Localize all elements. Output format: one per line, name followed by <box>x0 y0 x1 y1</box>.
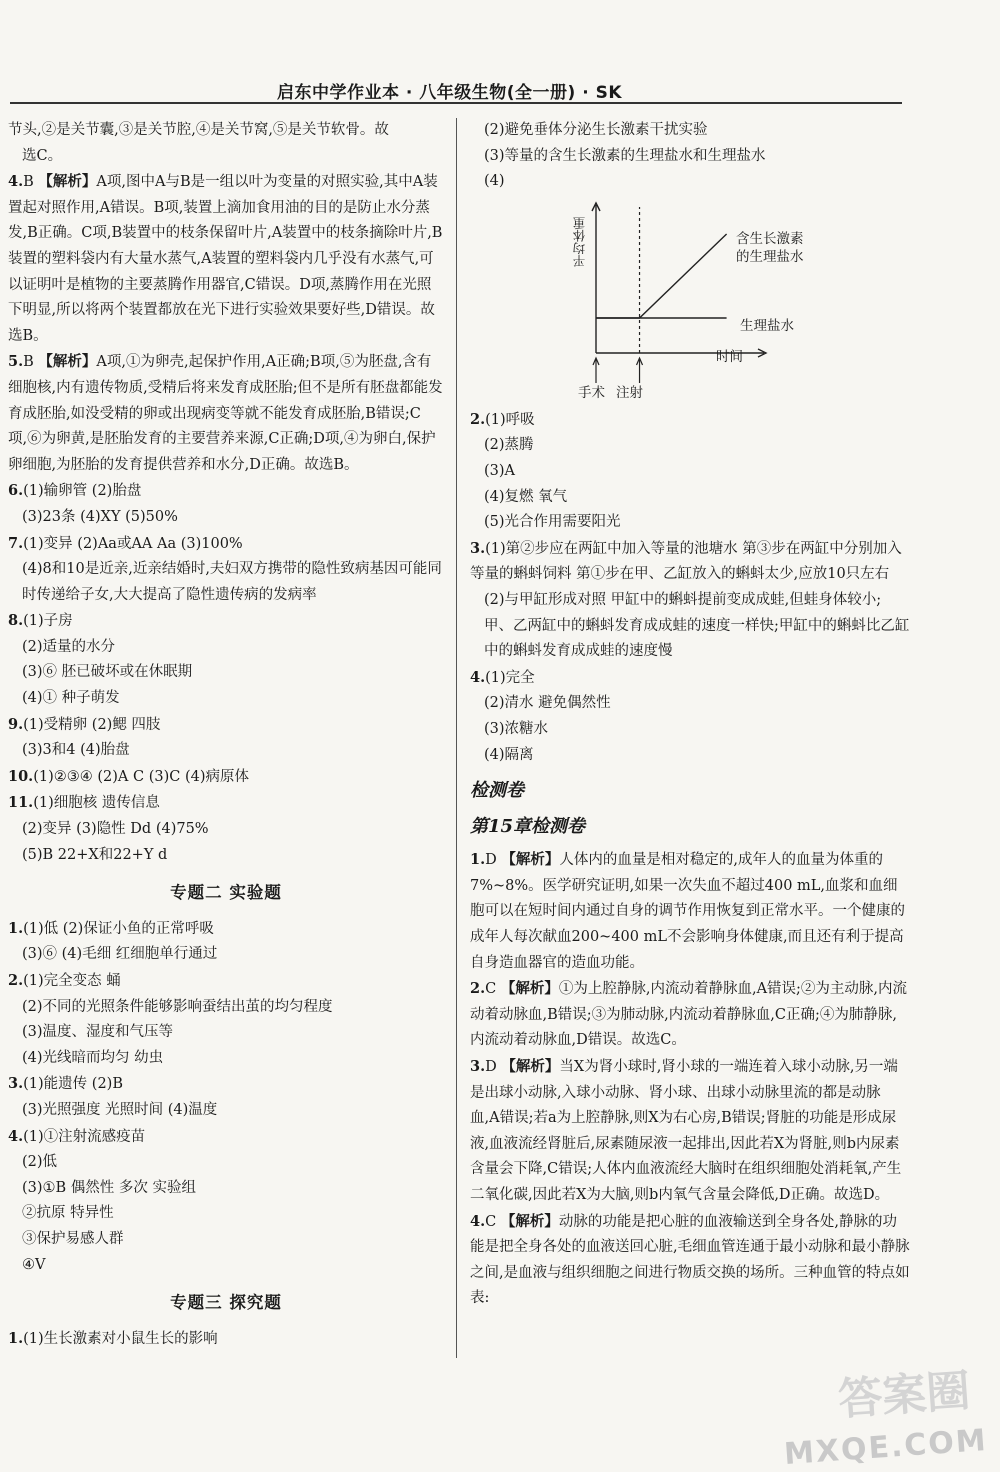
question-number: 10. <box>8 767 34 785</box>
answer-text: (1)受精卵 (2)鳃 四肢 <box>23 716 161 733</box>
page-header <box>10 78 902 104</box>
series-label-line: 含生长激素 <box>736 230 804 247</box>
answer-text: (1)子房 <box>23 613 73 630</box>
answer-q4 <box>8 169 444 349</box>
question-number: 3. <box>8 1075 24 1093</box>
answer-text: (1)变异 (2)Aa或AA Aa (3)100% <box>23 535 243 552</box>
answer-q4r <box>470 665 910 692</box>
answer-q3 <box>470 536 910 588</box>
annotation-injection: 注射 <box>616 384 643 401</box>
analysis-tag: 【解析】 <box>500 980 559 998</box>
answer-q5 <box>8 349 444 478</box>
answer-q11 <box>8 790 444 817</box>
answer-line: (3)23条 (4)XY (5)50% <box>22 508 178 525</box>
question-number: 4. <box>470 668 486 686</box>
answer-line: (2)不同的光照条件能够影响蚕结出茧的均匀程度 <box>22 998 333 1015</box>
answer-text: (1)细胞核 遗传信息 <box>33 795 160 812</box>
answer-text: (1)生长激素对小鼠生长的影响 <box>23 1330 218 1347</box>
answer-line: (2)低 <box>22 1154 58 1171</box>
answer-text: (1)输卵管 (2)胎盘 <box>23 483 142 500</box>
analysis-text: 动脉的功能是把心脏的血液输送到全身各处,静脉的功能是把全身各处的血液送回心脏,毛细血管连通于最小动脉和最小静脉之间,是血液与组织细胞之间进行物质交换的场所。三种血管的特点如表: <box>470 1213 910 1307</box>
answer-line: (3)等量的含生长激素的生理盐水和生理盐水 <box>484 147 766 164</box>
answer-e4 <box>8 1124 444 1151</box>
answer-line: (2)蒸腾 <box>484 437 534 454</box>
answer-line: ③保护易感人群 <box>22 1230 124 1247</box>
answer-letter: C <box>485 1213 497 1230</box>
analysis-text: 当X为肾小球时,肾小球的一端连着入球小动脉,另一端是出球小动脉,入球小动脉、肾小球、出球小动脉里流的都是动脉血,A错误;若a为上腔静脉,则X为右心房,B错误;肾脏的功能是形成尿液,血液流经肾脏后,尿素随尿液一起排出,因此若X为肾脏,则b内尿素含量会下降,C错误;人体内血液流经大脑时在组织细胞处消耗氧,产生二氧化碳,因此若X为大脑,则b内氧气含量会降低,D正确。故选D。 <box>470 1059 902 1203</box>
answer-line: (3)⑥ (4)毛细 红细胞单行通过 <box>22 946 218 963</box>
answer-c2 <box>470 976 910 1054</box>
question-number: 4. <box>470 1212 486 1230</box>
answer-q2 <box>470 407 910 434</box>
answer-line: (2)清水 避免偶然性 <box>484 695 611 712</box>
question-number: 1. <box>8 1329 24 1347</box>
question-number: 2. <box>470 980 486 998</box>
section-heading-test: 检测卷 <box>470 780 524 802</box>
answer-text: (1)低 (2)保证小鱼的正常呼吸 <box>23 920 214 937</box>
question-number: 11. <box>8 794 34 812</box>
answer-text: (1)完全变态 蛹 <box>23 973 121 989</box>
answer-line: (4)8和10是近亲,近亲结婚时,夫妇双方携带的隐性致病基因可能同时传递给子女,大大提高了隐性遗传病的发病率 <box>22 561 442 603</box>
answer-c1 <box>470 847 910 976</box>
answer-letter: C <box>485 981 497 998</box>
y-axis-label: 平均体重 <box>572 216 587 267</box>
question-number: 7. <box>8 534 24 552</box>
question-number: 3. <box>470 1058 486 1076</box>
answer-line: (3)⑥ 胚已破坏或在休眠期 <box>22 664 193 681</box>
answer-q7 <box>8 531 444 558</box>
header-title: 启东中学作业本 · 八年级生物(全一册) · SK <box>276 83 622 103</box>
answer-line: (3)光照强度 光照时间 (4)温度 <box>22 1101 218 1118</box>
series-line-hormone <box>596 234 727 318</box>
watermark-logo: 答案圈 <box>836 1365 972 1426</box>
analysis-text: A项,图中A与B是一组以叶为变量的对照实验,其中A装置起对照作用,A错误。B项,装置上滴加食用油的目的是防止水分蒸发,B正确。C项,B装置中的枝条保留叶片,A装置中的枝条摘除叶片,B装置的塑料袋内有大量水蒸气,A装置的塑料袋内几乎没有水蒸气,可以证明叶是植物的主要蒸腾作用器官,C错误。D项,蒸腾作用在光照下明显,所以将两个装置都放在光下进行实验效果要好些,D错误。故选B。 <box>8 174 443 344</box>
answer-letter: B <box>23 354 34 371</box>
right-column <box>470 118 910 1312</box>
x-axis-label: 时间 <box>716 348 743 365</box>
question-number: 1. <box>470 851 486 869</box>
answer-line: (4) <box>484 173 505 190</box>
answer-line: (2)与甲缸形成对照 甲缸中的蝌蚪提前变成成蛙,但蛙身体较小;甲、乙两缸中的蝌蚪发育成成蛙的速度一样快;甲缸中的蝌蚪比乙缸中的蝌蚪发育成成蛙的速度慢 <box>484 591 910 660</box>
answer-line: (3)浓糖水 <box>484 720 549 737</box>
series-label-saline: 生理盐水 <box>740 317 794 334</box>
answer-q8 <box>8 608 444 635</box>
answer-q6 <box>8 478 444 505</box>
answer-text: (1)①注射流感疫苗 <box>23 1128 146 1145</box>
answer-line: (2)变异 (3)隐性 Dd (4)75% <box>22 821 209 838</box>
weight-time-chart <box>470 195 910 407</box>
question-number: 5. <box>8 353 24 371</box>
question-number: 1. <box>8 919 24 937</box>
chart-svg <box>470 195 910 407</box>
answer-c4 <box>470 1209 910 1312</box>
analysis-tag: 【解析】 <box>501 1058 560 1076</box>
analysis-tag: 【解析】 <box>501 851 560 869</box>
left-column <box>8 118 444 1352</box>
answer-e2 <box>8 968 444 995</box>
answer-line: (3)温度、湿度和气压等 <box>22 1024 174 1041</box>
answer-text: (1)②③④ (2)A C (3)C (4)病原体 <box>33 768 249 785</box>
answer-letter: B <box>23 174 34 191</box>
answer-line: (2)适量的水分 <box>22 638 116 655</box>
question-number: 3. <box>470 539 486 557</box>
answer-line: ④V <box>22 1256 46 1273</box>
analysis-text: 人体内的血量是相对稳定的,成年人的血量为体重的7%~8%。医学研究证明,如果一次失血不超过400 mL,血浆和血细胞可以在短时间内通过自身的调节作用恢复到正常水平。一个健康的成年人每次献血200~400 mL不会影响身体健康,而且还有利于提高自身造血器官的造血功能。 <box>470 852 905 971</box>
answer-line: 选C。 <box>22 147 63 164</box>
answer-line: (4)① 种子萌发 <box>22 690 120 707</box>
analysis-text: A项,①为卵壳,起保护作用,A正确;B项,⑤为胚盘,含有细胞核,内有遗传物质,受精后将来发育成胚胎;但不是所有胚盘都能发育成胚胎,如没受精的卵或出现病变等就不能发育成胚胎,B错误;C项,⑥为卵黄,是胚胎发育的主要营养来源,C正确;D项,④为卵白,保护卵细胞,为胚胎的发育提供营养和水分,D正确。故选B。 <box>8 354 443 473</box>
answer-e3 <box>8 1071 444 1098</box>
question-number: 9. <box>8 715 24 733</box>
section-heading: 专题三 探究题 <box>170 1293 282 1313</box>
answer-line: (3)①B 偶然性 多次 实验组 <box>22 1179 197 1196</box>
annotation-surgery: 手术 <box>578 384 605 401</box>
analysis-tag: 【解析】 <box>38 353 97 371</box>
series-label-line: 的生理盐水 <box>736 248 804 265</box>
series-label-hormone <box>736 230 804 266</box>
answer-line: 节头,②是关节囊,③是关节腔,④是关节窝,⑤是关节软骨。故 <box>8 122 389 138</box>
answer-line: (4)隔离 <box>484 746 534 763</box>
answer-line: (4)光线暗而均匀 幼虫 <box>22 1049 164 1066</box>
answer-line: (2)避免垂体分泌生长激素干扰实验 <box>484 122 708 138</box>
analysis-tag: 【解析】 <box>38 173 97 191</box>
answer-text: (1)能遗传 (2)B <box>23 1076 123 1093</box>
analysis-tag: 【解析】 <box>500 1212 559 1230</box>
section-heading: 专题二 实验题 <box>170 883 282 903</box>
answer-t1 <box>8 1326 444 1353</box>
answer-line: (4)复燃 氧气 <box>484 488 568 505</box>
column-divider <box>456 118 457 1358</box>
answer-line: (3)3和4 (4)胎盘 <box>22 742 130 759</box>
answer-text: (1)呼吸 <box>485 411 535 428</box>
answer-letter: D <box>485 1059 497 1076</box>
analysis-text: ①为上腔静脉,内流动着静脉血,A错误;②为主动脉,内流动着动脉血,B错误;③为肺动脉,内流动着静脉血,C正确;④为肺静脉,内流动着动脉血,D错误。故选C。 <box>470 981 908 1049</box>
answer-letter: D <box>485 852 497 869</box>
answer-c3 <box>470 1054 910 1209</box>
answer-text: (1)第②步应在两缸中加入等量的池塘水 第③步在两缸中分别加入等量的蝌蚪饲料 第①步在甲、乙缸放入的蝌蚪太少,应放10只左右 <box>470 540 902 583</box>
answer-line: ②抗原 特异性 <box>22 1205 114 1222</box>
question-number: 2. <box>8 972 24 989</box>
question-number: 8. <box>8 612 24 630</box>
answer-line: (5)光合作用需要阳光 <box>484 514 621 531</box>
answer-e1 <box>8 916 444 943</box>
question-number: 6. <box>8 482 24 500</box>
answer-text: (1)完全 <box>485 669 535 686</box>
answer-line: (3)A <box>484 462 516 479</box>
question-number: 2. <box>470 410 486 428</box>
answer-q9 <box>8 712 444 739</box>
question-number: 4. <box>8 1127 24 1145</box>
question-number: 4. <box>8 173 24 191</box>
section-heading-chapter15: 第15章检测卷 <box>470 815 586 837</box>
answer-line: (5)B 22+X和22+Y d <box>22 846 168 863</box>
watermark-url: MXQE.COM <box>783 1422 989 1472</box>
answer-q10 <box>8 764 444 791</box>
